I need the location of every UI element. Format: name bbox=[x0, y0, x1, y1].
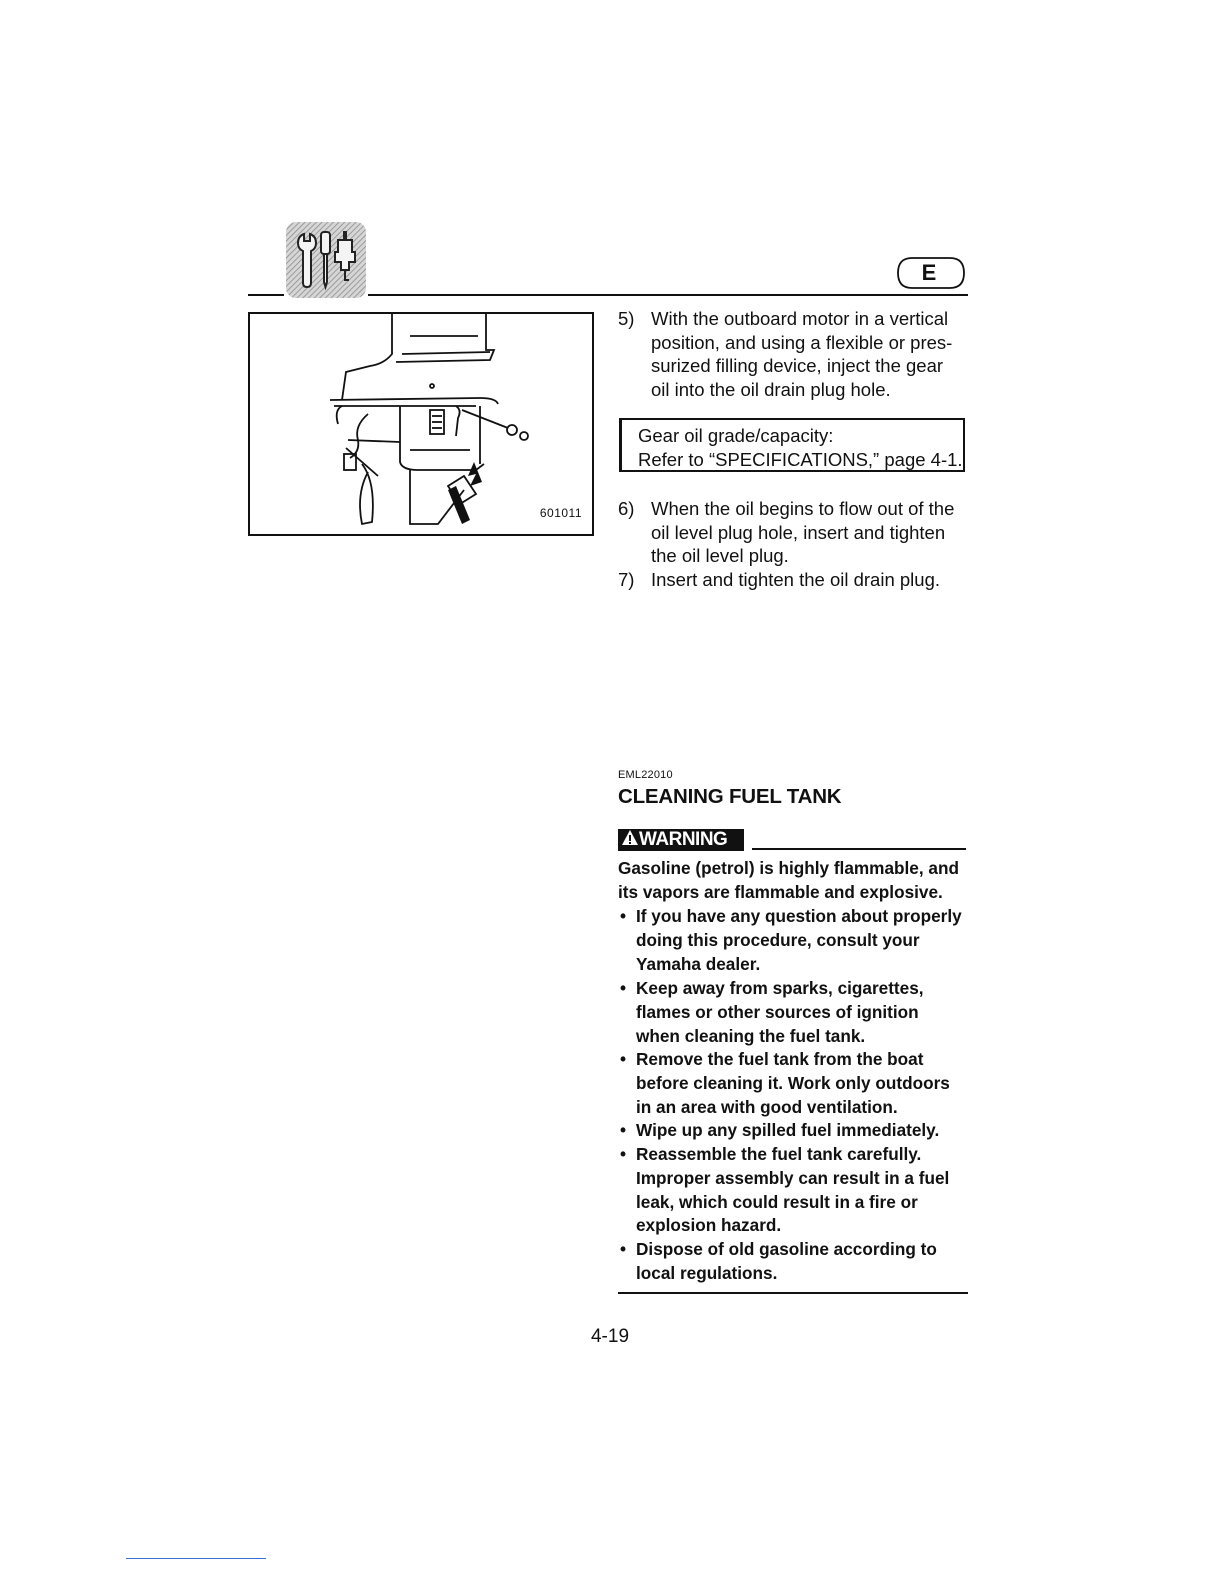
bullet-line: Dispose of old gasoline according to bbox=[636, 1239, 937, 1259]
step-number: 7) bbox=[618, 569, 635, 590]
bullet-line: leak, which could result in a fire or bbox=[636, 1191, 918, 1212]
bullet-line: local regulations. bbox=[636, 1262, 778, 1283]
step-line: the oil level plug. bbox=[651, 545, 789, 567]
spec-line-1: Gear oil grade/capacity: bbox=[638, 425, 834, 446]
header-rule-left bbox=[248, 294, 284, 296]
step-number: 6) bbox=[618, 498, 635, 519]
maintenance-tools-icon bbox=[284, 220, 368, 300]
bullet-line: doing this procedure, consult your bbox=[636, 929, 920, 950]
bullet-line: flames or other sources of ignition bbox=[636, 1001, 919, 1022]
spec-note-box bbox=[619, 418, 965, 472]
bullet-line: explosion hazard. bbox=[636, 1215, 782, 1236]
section-heading: CLEANING FUEL TANK bbox=[618, 785, 842, 808]
bullet-line: Remove the fuel tank from the boat bbox=[636, 1049, 924, 1069]
step-6 bbox=[618, 497, 968, 569]
step-line: When the oil begins to flow out of the bbox=[651, 498, 955, 519]
warning-intro-line: its vapors are flammable and explosive. bbox=[618, 881, 943, 902]
step-7 bbox=[618, 568, 968, 592]
warning-intro-line: Gasoline (petrol) is highly flammable, and bbox=[618, 858, 959, 878]
bullet-line: If you have any question about properly bbox=[636, 906, 962, 926]
step-line: oil into the oil drain plug hole. bbox=[651, 378, 891, 400]
warning-bullet: • Wipe up any spilled fuel immediately. bbox=[618, 1119, 968, 1143]
page-number: 4-19 bbox=[590, 1326, 630, 1347]
figure bbox=[248, 312, 594, 536]
warning-bullet: • Remove the fuel tank from the boat before cleaning it. Work only outdoors in an area with good ventilation. bbox=[618, 1048, 968, 1120]
warning-label: WARNING bbox=[639, 829, 728, 850]
step-line: oil level plug hole, insert and tighten bbox=[651, 521, 946, 543]
bullet-line: Reassemble the fuel tank carefully. bbox=[636, 1144, 922, 1164]
figure-code: 601011 bbox=[539, 506, 582, 520]
bullet-line: before cleaning it. Work only outdoors bbox=[636, 1072, 950, 1093]
bullet-line: Keep away from sparks, cigarettes, bbox=[636, 978, 924, 998]
warning-bullet: • Keep away from sparks, cigarettes, flames or other sources of ignition when cleaning the fuel tank. bbox=[618, 977, 968, 1049]
warning-bullet: • If you have any question about properly doing this procedure, consult your Yamaha dealer. bbox=[618, 905, 968, 977]
bullet-line: in an area with good ventilation. bbox=[636, 1096, 898, 1117]
bottom-underline bbox=[126, 1558, 266, 1559]
step-line: Insert and tighten the oil drain plug. bbox=[651, 569, 940, 590]
step-line: position, and using a flexible or pres- bbox=[651, 331, 953, 353]
step-5 bbox=[618, 307, 968, 403]
warning-intro bbox=[618, 857, 968, 905]
warning-rule bbox=[752, 848, 966, 850]
bullet-line: when cleaning the fuel tank. bbox=[636, 1025, 866, 1046]
bullet-line: Yamaha dealer. bbox=[636, 953, 761, 974]
warning-triangle-icon bbox=[621, 829, 639, 847]
warning-bottom-rule bbox=[618, 1292, 968, 1294]
warning-badge bbox=[618, 829, 744, 851]
header-rule bbox=[368, 294, 968, 296]
spec-line-2: Refer to “SPECIFICATIONS,” page 4-1. bbox=[638, 448, 963, 470]
warning-bullet: • Dispose of old gasoline according to local regulations. bbox=[618, 1238, 968, 1286]
bullet-line: Improper assembly can result in a fuel bbox=[636, 1167, 950, 1188]
outboard-gearcase-illustration bbox=[250, 314, 592, 534]
step-line: surized filling device, inject the gear bbox=[651, 355, 944, 377]
step-line: With the outboard motor in a vertical bbox=[651, 308, 949, 329]
warning-bullet: • Reassemble the fuel tank carefully. Improper assembly can result in a fuel leak, which could result in a fire or explosion hazard. bbox=[618, 1143, 968, 1239]
section-code: EML22010 bbox=[618, 769, 673, 781]
language-badge: E bbox=[921, 260, 937, 285]
bullet-line: Wipe up any spilled fuel immediately. bbox=[636, 1120, 940, 1140]
step-number: 5) bbox=[618, 308, 635, 329]
